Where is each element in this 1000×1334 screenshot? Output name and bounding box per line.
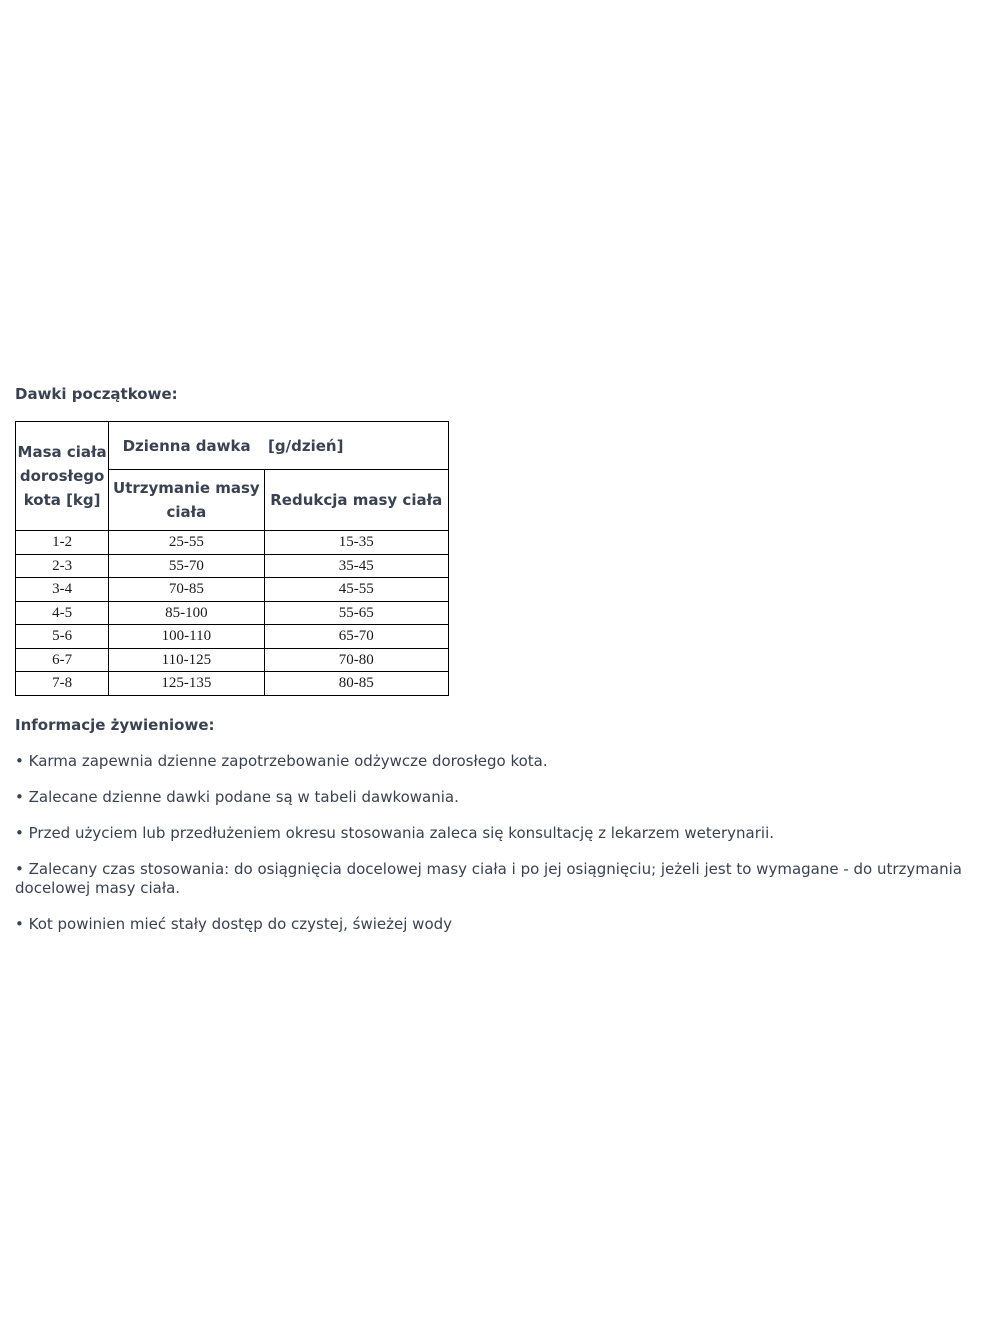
table-header-row bbox=[16, 422, 449, 470]
product-description bbox=[15, 383, 985, 951]
nutrition-bullet: • Zalecane dzienne dawki podane są w tabeli dawkowania. bbox=[15, 787, 459, 806]
nutrition-bullet: • Karma zapewnia dzienne zapotrzebowanie odżywcze dorosłego kota. bbox=[15, 751, 548, 770]
table-row bbox=[16, 601, 449, 625]
dosage-title: Dawki początkowe: bbox=[15, 385, 178, 403]
nutrition-title: Informacje żywieniowe: bbox=[15, 715, 215, 734]
header-daily-dose: Dzienna dawka bbox=[109, 422, 264, 470]
header-weight: Masa ciała dorosłego kota [kg] bbox=[16, 422, 109, 531]
cell-reduction: 45-55 bbox=[264, 578, 448, 602]
table-row bbox=[16, 672, 449, 696]
cell-maintenance: 100-110 bbox=[109, 625, 264, 649]
table-row bbox=[16, 554, 449, 578]
cell-weight: 4-5 bbox=[16, 601, 109, 625]
header-reduction: Redukcja masy ciała bbox=[264, 470, 448, 531]
cell-reduction: 35-45 bbox=[264, 554, 448, 578]
cell-reduction: 15-35 bbox=[264, 531, 448, 555]
header-unit: [g/dzień] bbox=[264, 422, 448, 470]
nutrition-bullet: • Przed użyciem lub przedłużeniem okresu stosowania zaleca się konsultację z lekarzem weterynarii. bbox=[15, 823, 775, 842]
table-row bbox=[16, 531, 449, 555]
cell-maintenance: 85-100 bbox=[109, 601, 264, 625]
table-row bbox=[16, 625, 449, 649]
cell-weight: 7-8 bbox=[16, 672, 109, 696]
cell-maintenance: 110-125 bbox=[109, 648, 264, 672]
cell-weight: 5-6 bbox=[16, 625, 109, 649]
cell-weight: 2-3 bbox=[16, 554, 109, 578]
nutrition-bullet: • Zalecany czas stosowania: do osiągnięcia docelowej masy ciała i po jej osiągnięciu; jeżeli jest to wymagane - do utrzymania docelowej masy ciała. bbox=[15, 859, 962, 897]
table-row bbox=[16, 578, 449, 602]
nutrition-bullet: • Kot powinien mieć stały dostęp do czystej, świeżej wody bbox=[15, 914, 453, 933]
cell-weight: 6-7 bbox=[16, 648, 109, 672]
cell-reduction: 80-85 bbox=[264, 672, 448, 696]
dosage-table bbox=[15, 421, 449, 696]
cell-reduction: 65-70 bbox=[264, 625, 448, 649]
cell-weight: 1-2 bbox=[16, 531, 109, 555]
cell-maintenance: 25-55 bbox=[109, 531, 264, 555]
cell-reduction: 55-65 bbox=[264, 601, 448, 625]
cell-weight: 3-4 bbox=[16, 578, 109, 602]
cell-maintenance: 55-70 bbox=[109, 554, 264, 578]
cell-maintenance: 125-135 bbox=[109, 672, 264, 696]
cell-reduction: 70-80 bbox=[264, 648, 448, 672]
cell-maintenance: 70-85 bbox=[109, 578, 264, 602]
header-maintenance: Utrzymanie masy ciała bbox=[109, 470, 264, 531]
table-row bbox=[16, 648, 449, 672]
